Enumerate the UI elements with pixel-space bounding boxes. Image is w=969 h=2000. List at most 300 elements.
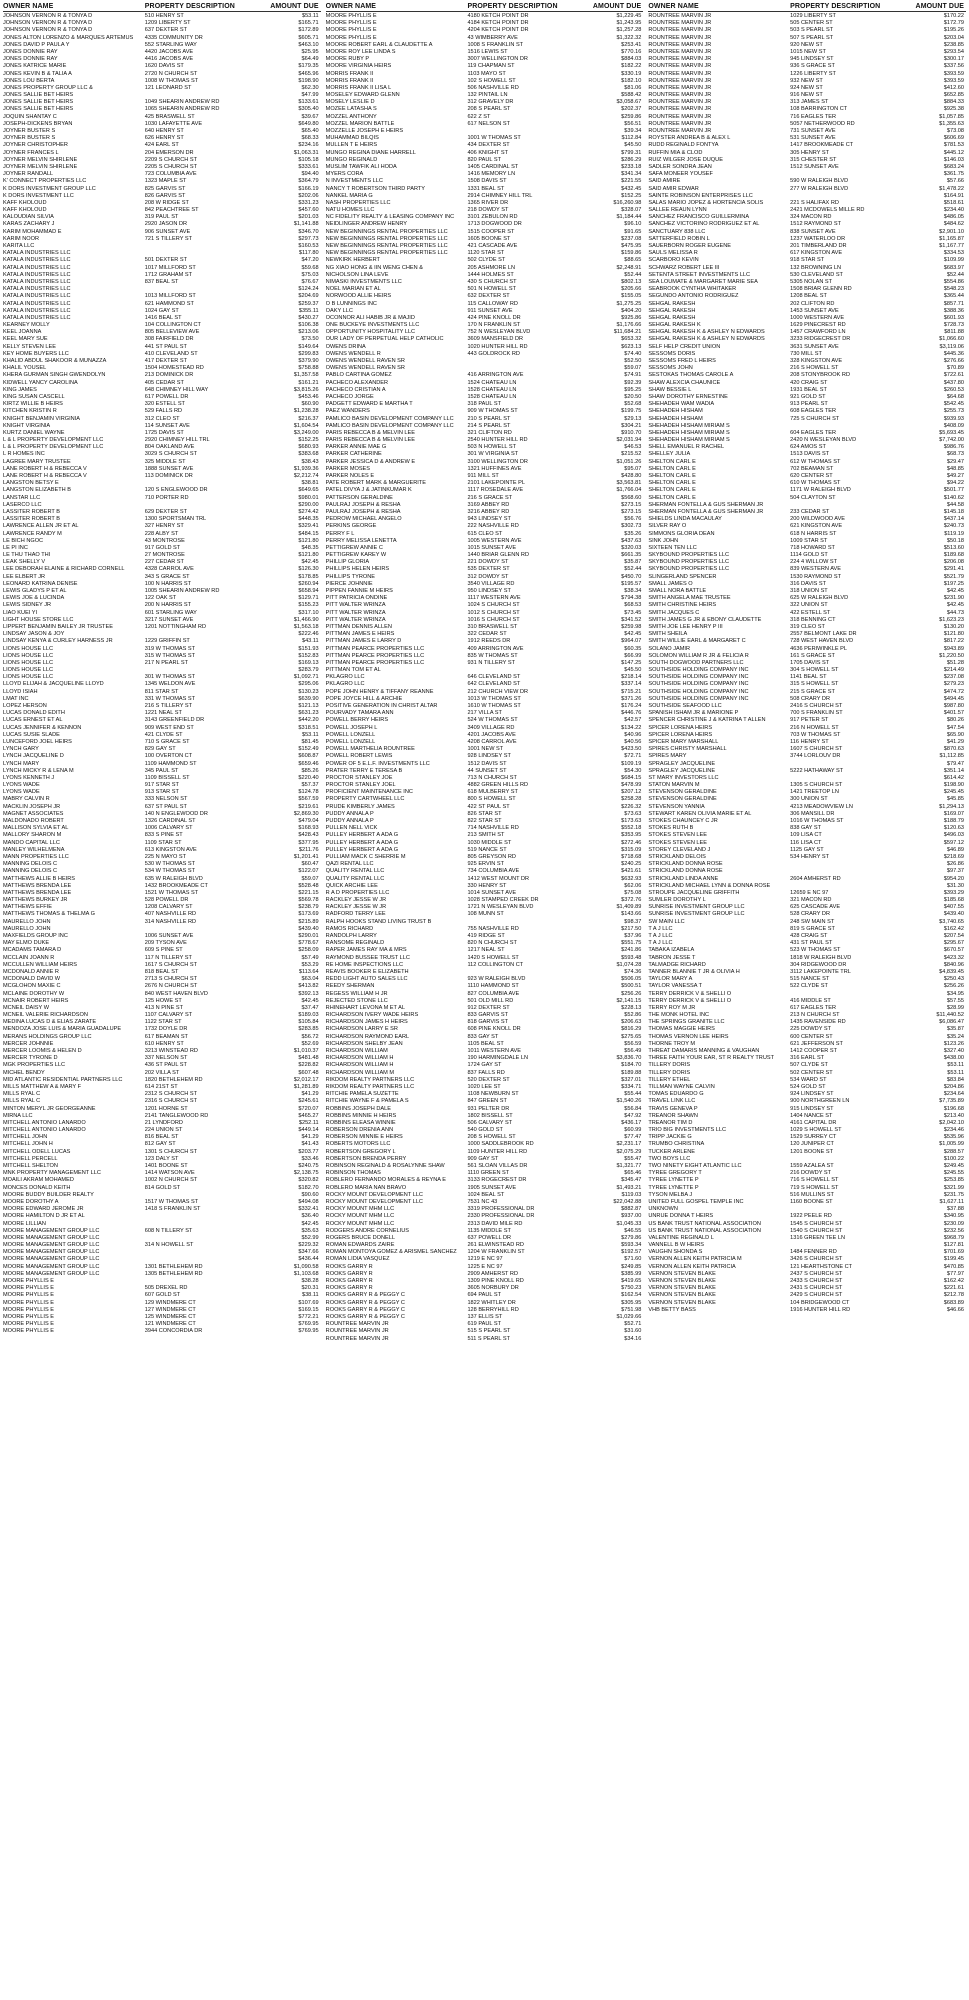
amount-due: $413.82 <box>298 983 319 990</box>
property-description: 210 S PEARL ST <box>467 415 511 422</box>
property-description: 916 NEW ST <box>790 92 823 99</box>
table-row <box>3 150 321 157</box>
property-description: 1065 SHEARIN ANDREW RD <box>144 106 220 113</box>
owner-name: STRICKLAND LINDA ANNE <box>648 875 719 882</box>
owner-name: MOORE RUBY P <box>325 56 370 63</box>
property-description <box>788 423 893 430</box>
amount-due: $925.86 <box>621 314 642 321</box>
property-description: 125 WINDMERE CT <box>144 1313 196 1320</box>
owner-name: MOORE DOROTHY A <box>3 1198 59 1205</box>
property-description: 1931 BEAL ST <box>790 386 827 393</box>
owner-name: LYNCH GARY <box>3 746 39 753</box>
table-row <box>648 459 966 466</box>
owner-name: JOHNSON VERNON R & TONYA D <box>3 20 93 27</box>
table-row <box>3 358 321 365</box>
amount-due: $202.37 <box>621 106 642 113</box>
table-row <box>648 1141 966 1148</box>
property-description: 407 NASHVILLE RD <box>144 911 197 918</box>
table-row <box>326 1048 644 1055</box>
amount-due: $1,229.45 <box>616 13 642 19</box>
property-description: 617 POWELL DR <box>144 393 189 400</box>
amount-due: $60.35 <box>624 645 642 652</box>
owner-name: SALAS MARIO JOPEZ & HORTENCIA SOLIS <box>648 199 764 206</box>
property-description: 520 DEXTER ST <box>467 1076 510 1083</box>
property-description: 507 CLYDE ST <box>790 1062 828 1069</box>
owner-name: LEWIS JOE & LUCINDA <box>3 595 65 602</box>
amount-due: $113.64 <box>298 968 319 975</box>
table-row <box>648 624 966 631</box>
property-description: 1404 NANCE ST <box>790 1112 833 1119</box>
table-row <box>3 789 321 796</box>
table-row <box>326 998 644 1005</box>
amount-due: $234.16 <box>298 142 319 149</box>
property-description: 1504 HOMESTEAD RD <box>144 365 204 372</box>
property-description: 3233 RIDGECREST DR <box>790 336 851 343</box>
property-description: 1300 SPORTSMAN TRL <box>144 516 207 523</box>
amount-due: $1,627.11 <box>939 1198 964 1205</box>
property-description: 201 TIMBERLAND DR <box>790 243 847 249</box>
owner-name: SINK JOHN <box>648 537 679 544</box>
property-description: 1028 STAMPED CREEK DR <box>467 897 539 904</box>
table-row <box>326 825 644 832</box>
property-description: 635 W RALEIGH BLVD <box>144 875 203 882</box>
amount-due: $337.14 <box>621 681 642 688</box>
property-description: 503 N HOWELL ST <box>467 444 517 451</box>
property-description: 608 N TILLERY ST <box>144 1227 193 1234</box>
amount-due: $55.47 <box>624 1155 642 1162</box>
table-row <box>648 1070 966 1077</box>
property-description <box>788 1242 893 1249</box>
amount-due: $165.71 <box>298 20 319 27</box>
amount-due: $53.29 <box>301 961 319 968</box>
owner-name: SESSOMS JOHN <box>648 365 693 372</box>
property-description: 1420 S HOWELL ST <box>467 954 519 961</box>
amount-due: $96.10 <box>624 221 642 228</box>
amount-due: $51.28 <box>946 659 964 666</box>
property-description: 345 PAUL ST <box>144 767 179 774</box>
amount-due: $52.71 <box>624 1321 642 1328</box>
property-description: 3744 LORLOUV DR <box>790 753 841 760</box>
table-row <box>3 617 321 624</box>
table-row <box>326 904 644 911</box>
owner-name: LUCAS JENNIFER & KENNON <box>3 724 82 731</box>
property-description: 1529 SURREY CT <box>790 1134 837 1141</box>
amount-due: $1,057.85 <box>939 113 964 120</box>
amount-due: $361.75 <box>943 171 964 178</box>
property-description: 608 EAGLES TER <box>790 408 837 415</box>
table-row <box>648 207 966 214</box>
owner-name: SPICER LORENA HEIRS <box>648 724 713 731</box>
table-row <box>3 1264 321 1271</box>
owner-name: LE BICH NGOC <box>3 537 44 544</box>
table-row <box>326 1134 644 1141</box>
amount-due: $47.99 <box>301 92 319 99</box>
amount-due: $1,176.66 <box>616 322 642 329</box>
owner-name: SHELTON CARL E <box>648 480 696 487</box>
property-description: 515 S PEARL ST <box>467 1328 511 1335</box>
property-description: 833 S PINE ST <box>144 832 183 839</box>
owner-name: MITCHELL SHELTON <box>3 1163 58 1169</box>
property-description: 755 NASHVILLE RD <box>467 925 519 932</box>
table-row <box>326 631 644 638</box>
property-description: 27 MONTROSE <box>144 552 185 559</box>
owner-name: PULLIAM MACK C SHERRIE M <box>325 853 406 860</box>
amount-due: $188.79 <box>943 818 964 824</box>
amount-due: $597.12 <box>943 839 964 846</box>
property-description: 1401 BOONE ST <box>144 1163 188 1169</box>
owner-name: MCNAIR ROBERT HEIRS <box>3 997 69 1004</box>
property-description: 1107 CALVARY ST <box>144 1012 193 1019</box>
amount-due: $252.11 <box>298 1119 319 1126</box>
property-description: 820 N CHURCH ST <box>467 940 517 947</box>
amount-due: $419.65 <box>621 1278 642 1284</box>
column-header <box>3 3 321 12</box>
amount-due: $57.37 <box>301 782 319 789</box>
property-description: 1105 BEAL ST <box>467 1040 504 1047</box>
table-row <box>326 99 644 106</box>
owner-name: MOORE ROY LEE LINDA S <box>325 48 396 55</box>
amount-due: $2,042.10 <box>939 1119 964 1126</box>
amount-due: $799.31 <box>621 149 642 156</box>
property-description: 1201 NOTTINGHAM RD <box>144 623 206 630</box>
table-row <box>3 890 321 897</box>
amount-due: $436.44 <box>298 1256 319 1263</box>
property-description <box>143 1235 248 1242</box>
amount-due: $159.86 <box>621 250 642 257</box>
amount-due: $120.63 <box>943 825 964 832</box>
owner-name: TRAVIS GENEVA P <box>648 1105 698 1112</box>
property-description: 224 4 WILLOW ST <box>790 559 838 566</box>
owner-name: MAGNET ASSOCIATES <box>3 810 64 817</box>
owner-name: POWELL LONZELL <box>325 738 376 745</box>
table-row <box>648 703 966 710</box>
table-row <box>648 286 966 293</box>
table-row <box>3 1077 321 1084</box>
amount-due: $28.99 <box>946 1004 964 1011</box>
property-description <box>788 761 893 768</box>
amount-due: $71.60 <box>624 1256 642 1263</box>
owner-name: KING SUSAN CASCELL <box>3 393 65 400</box>
amount-due: $240.25 <box>621 861 642 868</box>
table-row <box>3 1091 321 1098</box>
property-description: 529 FALLS RD <box>144 408 183 415</box>
owner-name: MINTON MERYL JR GEORGEANNE <box>3 1105 96 1112</box>
owner-name: POSITIVE GENERATION IN CHRIST ALTAR <box>325 703 438 709</box>
amount-due: $351.14 <box>943 767 964 774</box>
owner-name: MANNING DELOIS C <box>3 868 58 875</box>
amount-due: $260.94 <box>298 580 319 587</box>
amount-due: $55.44 <box>624 1091 642 1098</box>
owner-name: JONES DONNIE RAY <box>3 48 58 55</box>
table-row <box>326 545 644 552</box>
amount-due: $465.96 <box>298 70 319 77</box>
listing-column <box>326 3 644 2000</box>
amount-due: $718.68 <box>621 853 642 860</box>
amount-header: AMOUNT DUE <box>592 3 642 10</box>
owner-name: MACKLIN JOSEPH JR <box>3 803 61 810</box>
table-row <box>326 265 644 272</box>
owner-name: POWELL BERRY HEIRS <box>325 717 389 724</box>
owner-name: T A J LLC <box>648 933 673 939</box>
amount-due: $31.30 <box>946 882 964 889</box>
owner-name: MCDONALD ANNIE R <box>3 968 59 975</box>
property-description: 12659 E NC 97 <box>790 889 829 896</box>
table-row <box>648 818 966 825</box>
property-description: 816 BEAL ST <box>144 1134 179 1141</box>
amount-due: $588.42 <box>621 92 642 99</box>
owner-name: MCCULLEN WILLIAM HEIRS <box>3 961 77 968</box>
property-description: 618 N HARRIS ST <box>790 530 837 537</box>
property-description: 613 KINGSTON AVE <box>144 846 197 853</box>
table-row <box>3 135 321 142</box>
owner-name: RICHARDSON LARRY E SR <box>325 1026 398 1033</box>
amount-due: $237.08 <box>621 235 642 242</box>
property-description: 216 S TILLERY ST <box>144 703 193 709</box>
amount-due: $47.54 <box>946 724 964 731</box>
owner-name: LE PI INC <box>3 544 28 551</box>
property-description: 909 GAY ST <box>467 1155 499 1162</box>
amount-due: $162.54 <box>621 1292 642 1299</box>
property-description: 607 GOLD ST <box>144 1292 181 1299</box>
property-description: 333 NELSON ST <box>144 796 188 803</box>
property-description: 1001 NEW ST <box>467 746 504 753</box>
amount-due: $65.46 <box>624 1170 642 1177</box>
property-description: 504 CLAYTON ST <box>790 494 836 501</box>
owner-name: MAURELLO JOHN <box>3 925 51 932</box>
amount-due: $769.95 <box>298 1321 319 1328</box>
owner-name: STROUPE JACQUELINE GRIFFITH <box>648 889 740 896</box>
owner-name: MERANS HOLDINGS GROUP LLC <box>3 1033 92 1040</box>
amount-due: $122.07 <box>298 868 319 875</box>
table-row <box>326 157 644 164</box>
property-description: 321 CLIFTON RD <box>467 429 512 436</box>
amount-due: $56.51 <box>624 120 642 127</box>
table-row <box>3 574 321 581</box>
table-row <box>326 940 644 947</box>
owner-name: SOUTHSIDE HOLDING COMPANY INC <box>648 688 749 695</box>
property-description <box>143 502 248 509</box>
property-description: 1629 PINECREST RD <box>790 322 846 329</box>
property-description: 2540 HUNTER HILL RD <box>467 437 528 444</box>
table-row <box>648 1134 966 1141</box>
amount-due: $273.15 <box>621 508 642 515</box>
property-description: 1617 S CHURCH ST <box>144 961 197 968</box>
table-row <box>648 538 966 545</box>
owner-name: PACHECO JORGE <box>325 393 374 400</box>
owner-name: TAYLOR MARY A <box>648 976 693 983</box>
property-description <box>143 667 248 674</box>
property-description: 248 SW MAIN ST <box>790 918 835 925</box>
table-row <box>326 624 644 631</box>
owner-name: KATALA INDUSTRIES LLC <box>3 286 71 293</box>
amount-due: $388.36 <box>943 307 964 314</box>
table-row <box>648 581 966 588</box>
amount-due: $123.26 <box>943 1040 964 1047</box>
owner-name: NEIDLINGER ANDREW HENRY <box>325 221 408 228</box>
amount-due: $1,051.26 <box>616 458 642 465</box>
owner-name: SHEHADEH WAM WADIA <box>648 401 715 408</box>
amount-due: $42.45 <box>946 602 964 609</box>
property-description: 925 ERVIN ST <box>467 861 505 868</box>
owner-name: LYNCH MARY <box>3 760 40 767</box>
table-row <box>326 487 644 494</box>
amount-due: $155.05 <box>621 293 642 300</box>
owner-name: MOORE MANAGEMENT GROUP LLC <box>3 1256 100 1263</box>
table-row <box>648 653 966 660</box>
amount-due: $178.85 <box>298 573 319 580</box>
owner-name: K' CONNECT PROPERTIES LLC <box>3 178 87 185</box>
property-description <box>143 92 248 99</box>
table-row <box>3 56 321 63</box>
property-description: 121 WINDMERE CT <box>144 1321 196 1328</box>
property-description: 5057 NETHERWOOD RD <box>790 120 855 127</box>
owner-name: PRATER TERRY E TERESA B <box>325 767 403 774</box>
table-row <box>648 1012 966 1019</box>
owner-name: NANKEL MARIA G <box>325 192 373 199</box>
amount-due: $81.45 <box>301 738 319 745</box>
amount-due: $238.79 <box>298 904 319 911</box>
table-row <box>3 1242 321 1249</box>
amount-due: $205.66 <box>621 286 642 293</box>
owner-name: SHELTON CARL E <box>648 494 696 501</box>
table-row <box>648 387 966 394</box>
property-description: 1545 S CHURCH ST <box>790 1220 843 1227</box>
owner-name: MOORE ROBERT EARL & CLAUDETTE A <box>325 41 433 48</box>
owner-name: REAVIS BOOKER E ELIZABETH <box>325 968 409 975</box>
owner-name: PERRY F L <box>325 530 355 537</box>
table-row <box>648 638 966 645</box>
property-description: 719 S HOWELL ST <box>790 1184 839 1191</box>
owner-name: THOMAS VERNON LEE HEIRS <box>648 1033 729 1040</box>
amount-due: $408.09 <box>943 422 964 429</box>
property-description: 2416 S CHURCH ST <box>790 703 843 709</box>
amount-due: $230.09 <box>943 1220 964 1227</box>
amount-due: $393.59 <box>943 70 964 77</box>
property-description: 608 PINE KNOLL DR <box>467 1026 521 1033</box>
property-description: 619 PAUL ST <box>467 1321 502 1328</box>
property-description: 413 N PINE ST <box>144 1004 184 1011</box>
table-row <box>3 236 321 243</box>
property-description <box>143 631 248 638</box>
amount-due: $1,257.28 <box>616 27 642 34</box>
property-description: 718 HOWARD ST <box>790 544 835 551</box>
table-row <box>326 1170 644 1177</box>
table-row <box>3 78 321 85</box>
amount-due: $279.86 <box>621 1234 642 1241</box>
owner-name: NOEL MARIAN ET AL <box>325 286 381 293</box>
amount-due: $3,249.00 <box>293 429 319 436</box>
owner-name: JONES SALLIE BET HEIRS <box>3 99 74 106</box>
owner-name: RAYMOND BUSSEE TRUST LLC <box>325 954 410 961</box>
amount-due: $2,901.10 <box>939 228 964 235</box>
owner-name: VHB BETTY BASS <box>648 1306 696 1313</box>
table-row <box>3 178 321 185</box>
amount-due: $383.68 <box>298 451 319 458</box>
owner-name: QUICK ARCHIE LEE <box>325 882 378 889</box>
table-row <box>648 1192 966 1199</box>
owner-name: SKYBOUND PROPERTIES LLC <box>648 566 730 573</box>
property-description: 2205 S CHURCH ST <box>144 163 197 170</box>
owner-name: STATON MARVIN M <box>648 782 700 789</box>
table-row <box>3 631 321 638</box>
table-row <box>326 236 644 243</box>
amount-due: $317.10 <box>298 609 319 616</box>
owner-name: K DORS INVESTMENT GROUP LLC <box>3 185 96 192</box>
owner-name: LAGREE MARY TRUSTEE <box>3 458 71 465</box>
property-header: PROPERTY DESCRIPTION <box>144 3 235 10</box>
amount-due: $404.20 <box>621 307 642 314</box>
amount-due: $38.81 <box>301 480 319 487</box>
table-row <box>648 344 966 351</box>
table-row <box>326 480 644 487</box>
property-description: 277 W RALEIGH BLVD <box>790 185 849 192</box>
property-description <box>143 1213 248 1220</box>
amount-due: $605.71 <box>298 34 319 41</box>
amount-due: $980.01 <box>298 494 319 501</box>
table-row <box>648 1113 966 1120</box>
property-description: 1414 WATSON AVE <box>144 1170 195 1177</box>
amount-due: $41.29 <box>301 1134 319 1141</box>
owner-name: STOKES STEVEN LEE <box>648 832 707 839</box>
owner-name: SAULS MELISSA R <box>648 250 698 257</box>
amount-due: $52.44 <box>946 271 964 278</box>
amount-due: $213.40 <box>943 1112 964 1119</box>
amount-due: $73.45 <box>624 609 642 616</box>
amount-due: $212.78 <box>943 1292 964 1299</box>
property-description: 100 OVERTON CT <box>144 753 193 760</box>
property-description: 714 NASHVILLE RD <box>467 825 519 832</box>
table-row <box>3 1249 321 1256</box>
owner-name: MICHEL BENDY <box>3 1069 45 1076</box>
amount-due: $202.06 <box>298 192 319 199</box>
owner-name: LANE ROBERT H & REBECCA V <box>3 473 87 479</box>
amount-due: $450.70 <box>621 573 642 580</box>
owner-name: TRUMBO CHRISTINA <box>648 1141 705 1148</box>
owner-name: LUCAS SUSIE SLADE <box>3 731 60 738</box>
property-description: 43 WIMBERRY AVE <box>467 34 518 41</box>
owner-name: MCNEIL VALERIE RICHARDSON <box>3 1012 88 1019</box>
owner-name: SPRAGLEY JACQUELINE <box>648 760 716 767</box>
owner-name: MAY ELMO DUKE <box>3 940 50 947</box>
amount-due: $149.64 <box>298 343 319 350</box>
property-description: 327 HENRY ST <box>144 523 184 530</box>
property-description: 604 EAGLES TER <box>790 429 837 436</box>
owner-name: PATEL DIVYA J & JATINKUMAR K <box>325 487 412 494</box>
table-row <box>3 832 321 839</box>
amount-due: $147.25 <box>621 659 642 666</box>
property-description: 121 LEONARD ST <box>144 84 192 91</box>
owner-name: PEDROW MICHAEL ANGELO <box>325 516 402 523</box>
amount-due: $478.99 <box>621 782 642 789</box>
amount-due: $182.10 <box>621 77 642 84</box>
table-row <box>3 265 321 272</box>
property-description: 1540 S CHURCH ST <box>790 1227 843 1234</box>
amount-due: $437.80 <box>943 379 964 386</box>
property-description: 829 GAY ST <box>144 746 176 753</box>
owner-name: MOORE PHYLLIS E <box>3 1321 54 1328</box>
owner-name: MATTHEWS ALLIE B HEIRS <box>3 875 76 882</box>
amount-due: $232.56 <box>943 1227 964 1234</box>
table-row <box>326 559 644 566</box>
property-description: 1725 DAVIS ST <box>144 429 184 436</box>
amount-due: $68.33 <box>301 135 319 142</box>
table-row <box>326 1091 644 1098</box>
amount-due: $1,165.87 <box>939 235 964 242</box>
property-description: 321 MACON RD <box>790 897 832 904</box>
amount-due: $506.05 <box>621 976 642 983</box>
property-description: 1305 BETHLEHEM RD <box>144 1270 203 1277</box>
property-description: 424 EARL ST <box>144 142 179 149</box>
